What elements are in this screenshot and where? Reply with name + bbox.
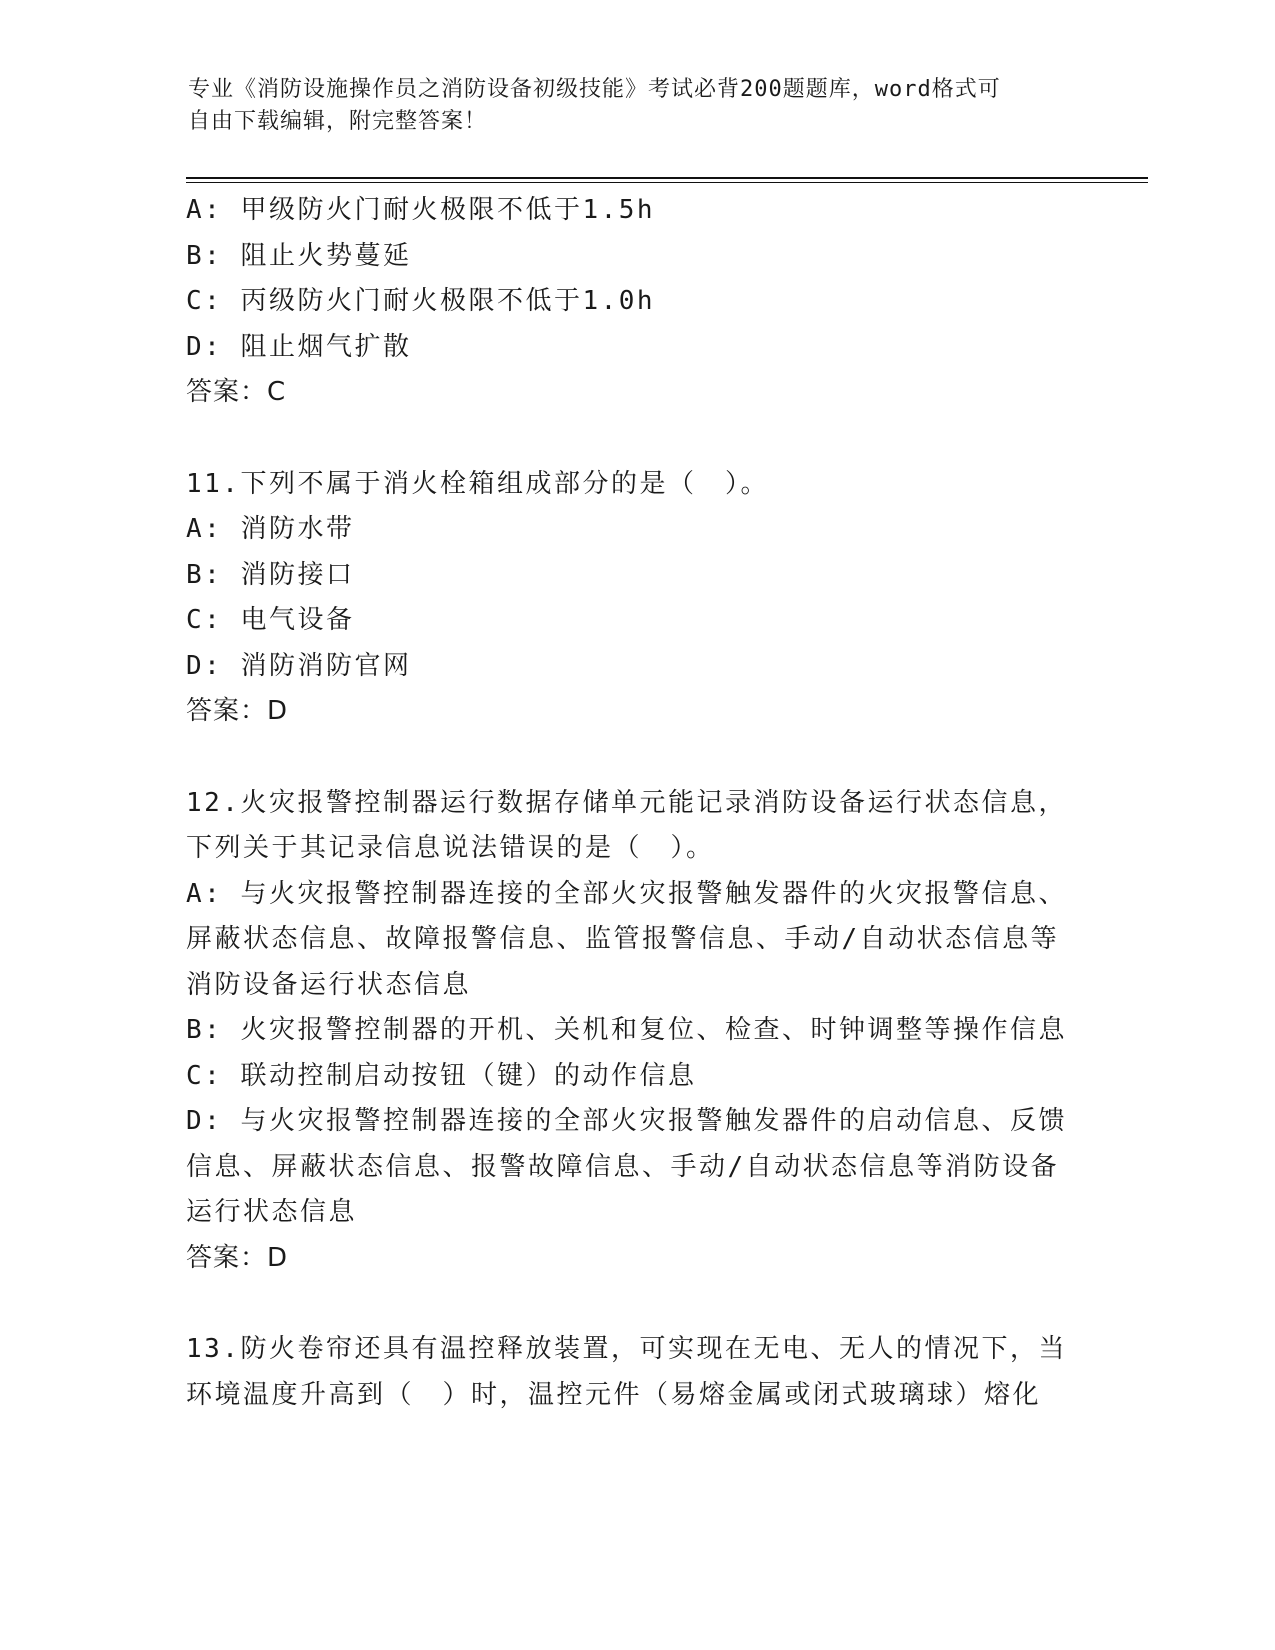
header-rule-thick xyxy=(186,177,1148,179)
option-b: B: 阻止火势蔓延 xyxy=(186,240,412,271)
header-line-2: 自由下载编辑，附完整答案！ xyxy=(188,109,488,134)
option-d-cont: 运行状态信息 xyxy=(186,1197,358,1227)
option-a: A: 与火灾报警控制器连接的全部火灾报警触发器件的火灾报警信息、 xyxy=(186,878,1067,909)
question-stem: 13.防火卷帘还具有温控释放装置，可实现在无电、无人的情况下，当 xyxy=(186,1334,1067,1364)
question-12-block xyxy=(186,781,1086,1282)
option-a: A: 消防水带 xyxy=(186,514,355,544)
header-rule-thin xyxy=(186,182,1148,183)
option-d: D: 消防消防官网 xyxy=(186,650,412,681)
header-line-1: 专业《消防设施操作员之消防设备初级技能》考试必背200题题库，word格式可 xyxy=(188,77,1001,102)
question-content xyxy=(186,188,1086,1418)
question-stem: 12.火灾报警控制器运行数据存储单元能记录消防设备运行状态信息， xyxy=(186,787,1067,818)
option-c: C: 联动控制启动按钮（键）的动作信息 xyxy=(186,1060,697,1091)
option-a: A: 甲级防火门耐火极限不低于1.5h xyxy=(186,195,656,225)
option-d: D: 与火灾报警控制器连接的全部火灾报警触发器件的启动信息、反馈 xyxy=(186,1106,1067,1136)
spacer xyxy=(186,1281,1086,1327)
option-d: D: 阻止烟气扩散 xyxy=(186,331,412,362)
question-13-block xyxy=(186,1327,1086,1418)
question-11-block xyxy=(186,462,1086,735)
answer-line: 答案：C xyxy=(186,377,287,407)
option-c: C: 丙级防火门耐火极限不低于1.0h xyxy=(186,286,656,316)
spacer xyxy=(186,416,1086,462)
question-stem: 环境温度升高到（ ）时，温控元件（易熔金属或闭式玻璃球）熔化 xyxy=(186,1379,1042,1410)
option-c: C: 电气设备 xyxy=(186,605,355,635)
spacer xyxy=(186,735,1086,781)
document-header xyxy=(188,74,1088,138)
prev-question-block xyxy=(186,188,1086,416)
question-stem: 下列关于其记录信息说法错误的是（ ）。 xyxy=(186,833,715,863)
option-d-cont: 信息、屏蔽状态信息、报警故障信息、手动/自动状态信息等消防设备 xyxy=(186,1151,1060,1182)
question-stem: 11.下列不属于消火栓箱组成部分的是（ ）。 xyxy=(186,468,769,499)
option-b: B: 火灾报警控制器的开机、关机和复位、检查、时钟调整等操作信息 xyxy=(186,1015,1067,1045)
option-b: B: 消防接口 xyxy=(186,559,355,590)
answer-line: 答案：D xyxy=(186,696,289,726)
answer-line: 答案：D xyxy=(186,1242,289,1273)
option-a-cont: 消防设备运行状态信息 xyxy=(186,969,472,1000)
option-a-cont: 屏蔽状态信息、故障报警信息、监管报警信息、手动/自动状态信息等 xyxy=(186,924,1060,954)
